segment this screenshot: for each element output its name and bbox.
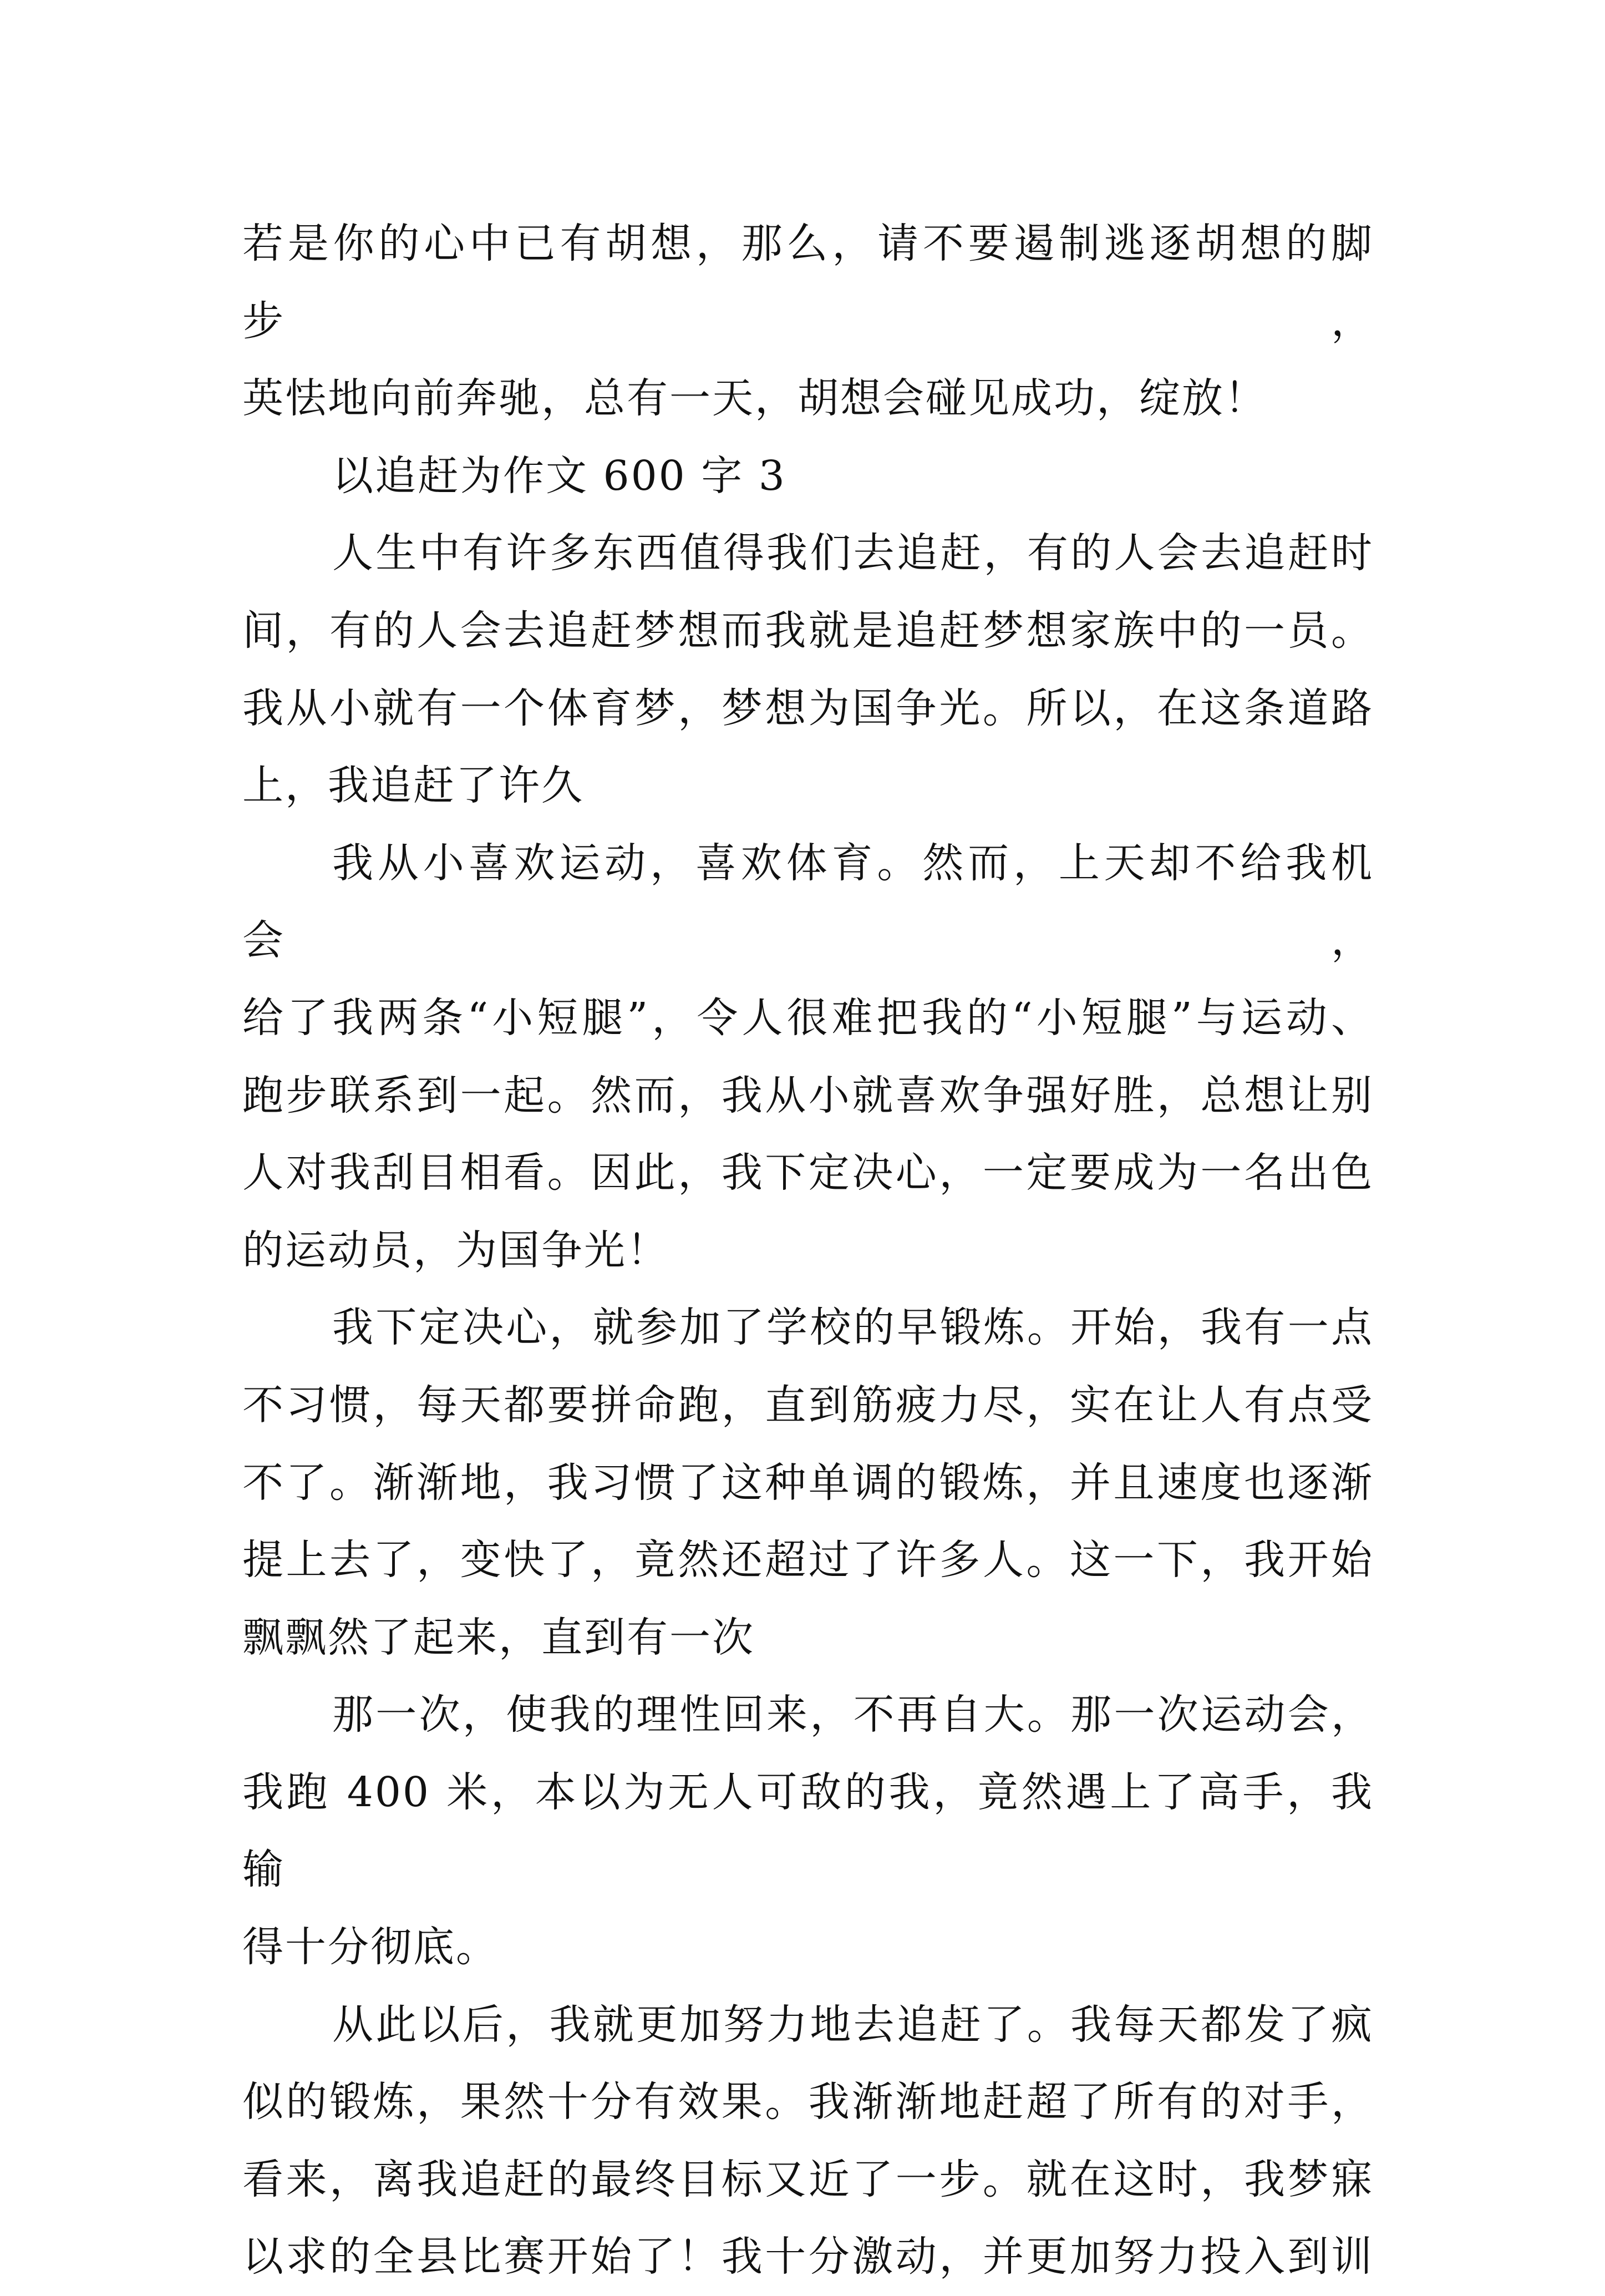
text-line: 得十分彻底。 <box>242 1923 499 1971</box>
heading-text: 以追赶为作文 600 字 3 <box>332 452 786 500</box>
text-line: 我从小喜欢运动，喜欢体育。然而，上天却不给我机会， <box>242 839 1374 965</box>
text-line: 间，有的人会去追赶梦想而我就是追赶梦想家族中的一员。 <box>242 606 1374 655</box>
text-line: 跑步联系到一起。然而，我从小就喜欢争强好胜，总想让别 <box>242 1071 1374 1119</box>
text-line: 我下定决心，就参加了学校的早锻炼。开始，我有一点 <box>332 1304 1374 1352</box>
body-text <box>242 205 1374 2296</box>
text-line: 英怯地向前奔驰，总有一天，胡想会碰见成功，绽放！ <box>242 374 1267 423</box>
text-line: 不习惯，每天都要拼命跑，直到筋疲力尽，实在让人有点受 <box>242 1381 1374 1429</box>
section-heading <box>242 438 1374 515</box>
text-line: 那一次，使我的理性回来，不再自大。那一次运动会， <box>332 1691 1374 1739</box>
text-line: 人生中有许多东西值得我们去追赶，有的人会去追赶时 <box>332 529 1374 577</box>
text-line: 看来，离我追赶的最终目标又近了一步。就在这时，我梦寐 <box>242 2155 1374 2203</box>
paragraph-6 <box>242 1676 1374 1986</box>
text-line: 提上去了，变快了，竟然还超过了许多人。这一下，我开始 <box>242 1536 1374 1584</box>
paragraph-1 <box>242 205 1374 438</box>
text-line: 我跑 400 米，本以为无人可敌的我，竟然遇上了高手，我输 <box>242 1768 1374 1894</box>
text-line: 从此以后，我就更加努力地去追赶了。我每天都发了疯 <box>332 2000 1374 2049</box>
paragraph-7 <box>242 1986 1374 2296</box>
text-line: 的运动员，为国争光！ <box>242 1226 669 1274</box>
paragraph-5 <box>242 1289 1374 1676</box>
text-line: 若是你的心中已有胡想，那么，请不要遏制逃逐胡想的脚步， <box>242 220 1374 345</box>
text-line: 我从小就有一个体育梦，梦想为国争光。所以，在这条道路 <box>242 684 1374 732</box>
text-line: 上，我追赶了许久 <box>242 762 584 810</box>
text-line: 似的锻炼，果然十分有效果。我渐渐地赶超了所有的对手， <box>242 2078 1374 2126</box>
paragraph-3 <box>242 515 1374 824</box>
text-line: 不了。渐渐地，我习惯了这种单调的锻炼，并且速度也逐渐 <box>242 1458 1374 1507</box>
text-line: 飘飘然了起来，直到有一次 <box>242 1613 755 1661</box>
paragraph-4 <box>242 825 1374 1290</box>
text-line: 以求的全县比赛开始了！我十分激动，并更加努力投入到训 <box>242 2233 1374 2281</box>
text-line: 人对我刮目相看。因此，我下定决心，一定要成为一名出色 <box>242 1149 1374 1197</box>
text-line: 给了我两条“小短腿”，令人很难把我的“小短腿”与运动、 <box>242 994 1374 1042</box>
